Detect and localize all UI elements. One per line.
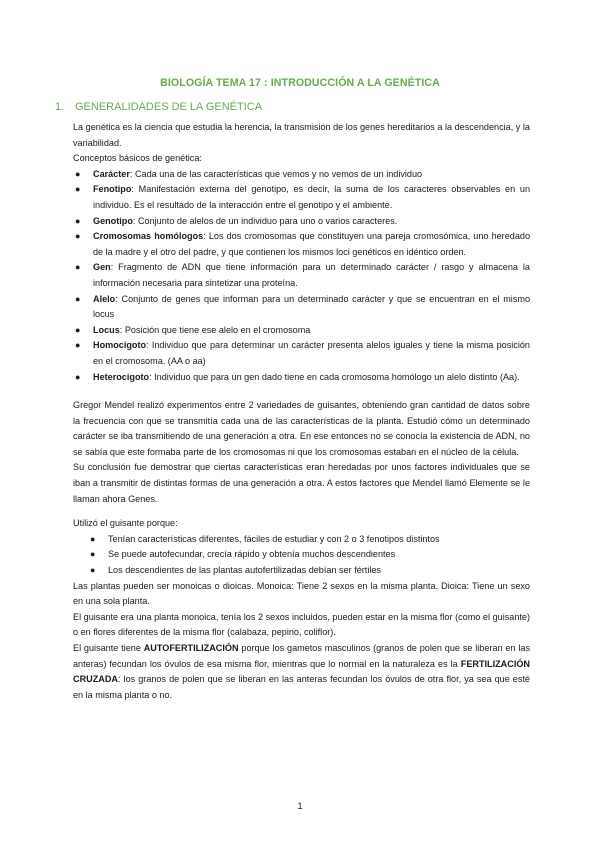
pea-monoecious-paragraph: El guisante era una planta monoica, tenía los 2 sexos incluidos, pueden estar en la misma flor (como el guisante) o en flores diferentes de la misma flor (calabaza, pepino, coliflor). bbox=[73, 611, 530, 638]
intro-paragraph: La genética es la ciencia que estudia la herencia, la transmisión de los genes hereditarios a la descendencia, y la variabilidad. bbox=[73, 122, 530, 148]
bullet-icon: ● bbox=[75, 215, 81, 226]
autofertilization-term: AUTOFERTILIZACIÓN bbox=[143, 643, 239, 653]
fertilization-paragraph bbox=[73, 641, 530, 703]
definition-item bbox=[73, 338, 530, 369]
definitions-list bbox=[73, 167, 530, 385]
bullet-icon: ● bbox=[90, 565, 96, 576]
definition-item bbox=[73, 167, 530, 183]
definition-text: Individuo que para un gen dado tiene en cada cromosoma homólogo un alelo distinto (Aa). bbox=[154, 371, 520, 382]
definition-text: Fragmento de ADN que tiene información para un determinado carácter / rasgo y almacena la información necesaria para sintetizar una proteína. bbox=[93, 262, 530, 288]
definition-item bbox=[73, 229, 530, 260]
bullet-icon: ● bbox=[75, 340, 81, 351]
cross-fertilization-term: FERTILIZACIÓN CRUZADA bbox=[73, 658, 530, 685]
fert-text-post: : los granos de polen que se liberan en las anteras fecundan los óvulos de otra flor, ya sea que esté en la misma planta o no. bbox=[73, 674, 530, 700]
definition-text: Conjunto de alelos de un individuo para uno o varios caracteres. bbox=[137, 215, 398, 226]
definition-term: Carácter bbox=[93, 168, 130, 179]
definition-item bbox=[73, 182, 530, 213]
definition-separator: : bbox=[119, 324, 125, 335]
definition-term: Locus bbox=[93, 324, 120, 335]
definition-item bbox=[73, 214, 530, 230]
plants-paragraph: Las plantas pueden ser monoicas o dioicas. Monoica: Tiene 2 sexos en la misma planta. Dioica: Tiene un sexo en una sola planta. bbox=[73, 580, 530, 607]
definition-term: Gen bbox=[93, 262, 111, 273]
spacer bbox=[73, 507, 530, 516]
definition-text: Manifestación externa del genotipo, es decir, la suma de los caracteres observables en un individuo. Es el resultado de la interacción entre el genotipo y el ambiente. bbox=[93, 184, 530, 210]
definition-text: Individuo que para determinar un carácter presenta alelos iguales y tiene la misma posición en el cromosoma. (AA o aa) bbox=[93, 340, 530, 366]
reason-text: Se puede autofecundar, crecía rápido y obtenía muchos descendientes bbox=[108, 549, 396, 560]
reason-text: Los descendientes de las plantas autofertilizadas debían ser fértiles bbox=[108, 565, 381, 576]
section-number: 1. bbox=[55, 101, 65, 113]
definition-text: Los dos cromosomas que constituyen una pareja cromosómica, uno heredado de la madre y el otro del padre, y que contienen los mismos loci genéticos en idéntico orden. bbox=[93, 231, 530, 257]
reason-item bbox=[90, 563, 530, 579]
definition-separator: : bbox=[132, 215, 138, 226]
pea-reasons-list bbox=[90, 532, 530, 579]
section-title: GENERALIDADES DE LA GENÉTICA bbox=[75, 101, 263, 113]
spacer bbox=[73, 385, 530, 398]
fert-text-pre: El guisante tiene bbox=[73, 643, 144, 653]
bullet-icon: ● bbox=[90, 549, 96, 560]
definition-term: Fenotipo bbox=[93, 184, 132, 195]
definition-separator: : bbox=[146, 340, 152, 351]
definition-term: Alelo bbox=[93, 293, 116, 304]
document-title: BIOLOGÍA TEMA 17 : INTRODUCCIÓN A LA GENÉTICA bbox=[160, 77, 440, 89]
concepts-heading: Conceptos básicos de genética: bbox=[73, 153, 202, 164]
bullet-icon: ● bbox=[75, 231, 81, 242]
bullet-icon: ● bbox=[75, 371, 81, 382]
definition-separator: : bbox=[110, 262, 119, 273]
bullet-icon: ● bbox=[75, 168, 81, 179]
mendel-paragraph: Gregor Mendel realizó experimentos entre 2 variedades de guisantes, obteniendo gran cantidad de datos sobre la frecuencia con que se transmitía cada una de las características de la planta. Estudió cómo un determinado carácter se iba transmitiendo de una generación a otra. En ese entonces no se conocía la existencia de ADN, no se sabía que este formaba parte de los cromosomas ni que los cromosomas estaban en el núcleo de la célula. bbox=[73, 400, 530, 457]
definition-text: Posición que tiene ese alelo en el cromosoma bbox=[124, 324, 311, 335]
definition-item bbox=[73, 323, 530, 339]
pea-heading: Utilizó el guisante porque: bbox=[73, 518, 178, 529]
bullet-icon: ● bbox=[75, 262, 81, 273]
definition-item bbox=[73, 292, 530, 323]
reason-text: Tenían características diferentes, fáciles de estudiar y con 2 o 3 fenotipos distintos bbox=[108, 533, 440, 544]
bullet-icon: ● bbox=[75, 293, 81, 304]
section-heading bbox=[55, 101, 262, 113]
definition-term: Genotipo bbox=[93, 215, 133, 226]
reason-item bbox=[90, 547, 530, 563]
reason-item bbox=[90, 532, 530, 548]
bullet-icon: ● bbox=[90, 533, 96, 544]
definition-separator: : bbox=[203, 231, 209, 242]
definition-separator: : bbox=[149, 371, 155, 382]
definition-separator: : bbox=[129, 168, 135, 179]
definition-term: Heterocigoto bbox=[93, 371, 150, 382]
fert-text-mid: porque los gametos masculinos (granos de polen que se liberan en las anteras) fecundan los óvulos de esa misma flor, mientras que lo normal en la naturaleza es la bbox=[73, 643, 530, 669]
definition-separator: : bbox=[115, 293, 122, 304]
definition-text: Conjunto de genes que informan para un determinado carácter y que se encuentran en el mismo locus bbox=[93, 293, 530, 320]
definition-item bbox=[73, 370, 530, 386]
definition-item bbox=[73, 260, 530, 291]
mendel-conclusion-paragraph: Su conclusión fue demostrar que ciertas características eran heredadas por unos factores individuales que se iban a transmitir de distintas formas de una generación a otra. A estos factores que Mendel llamó Elemente se le llaman ahora Genes. bbox=[73, 462, 530, 504]
document-body bbox=[73, 120, 530, 703]
definition-text: Cada una de las características que vemos y no vemos de un individuo bbox=[134, 168, 423, 179]
definition-term: Cromosomas homólogos bbox=[93, 231, 204, 242]
page-number: 1 bbox=[297, 801, 303, 811]
definition-separator: : bbox=[131, 184, 139, 195]
bullet-icon: ● bbox=[75, 184, 81, 195]
definition-term: Homocigoto bbox=[93, 340, 147, 351]
bullet-icon: ● bbox=[75, 324, 81, 335]
